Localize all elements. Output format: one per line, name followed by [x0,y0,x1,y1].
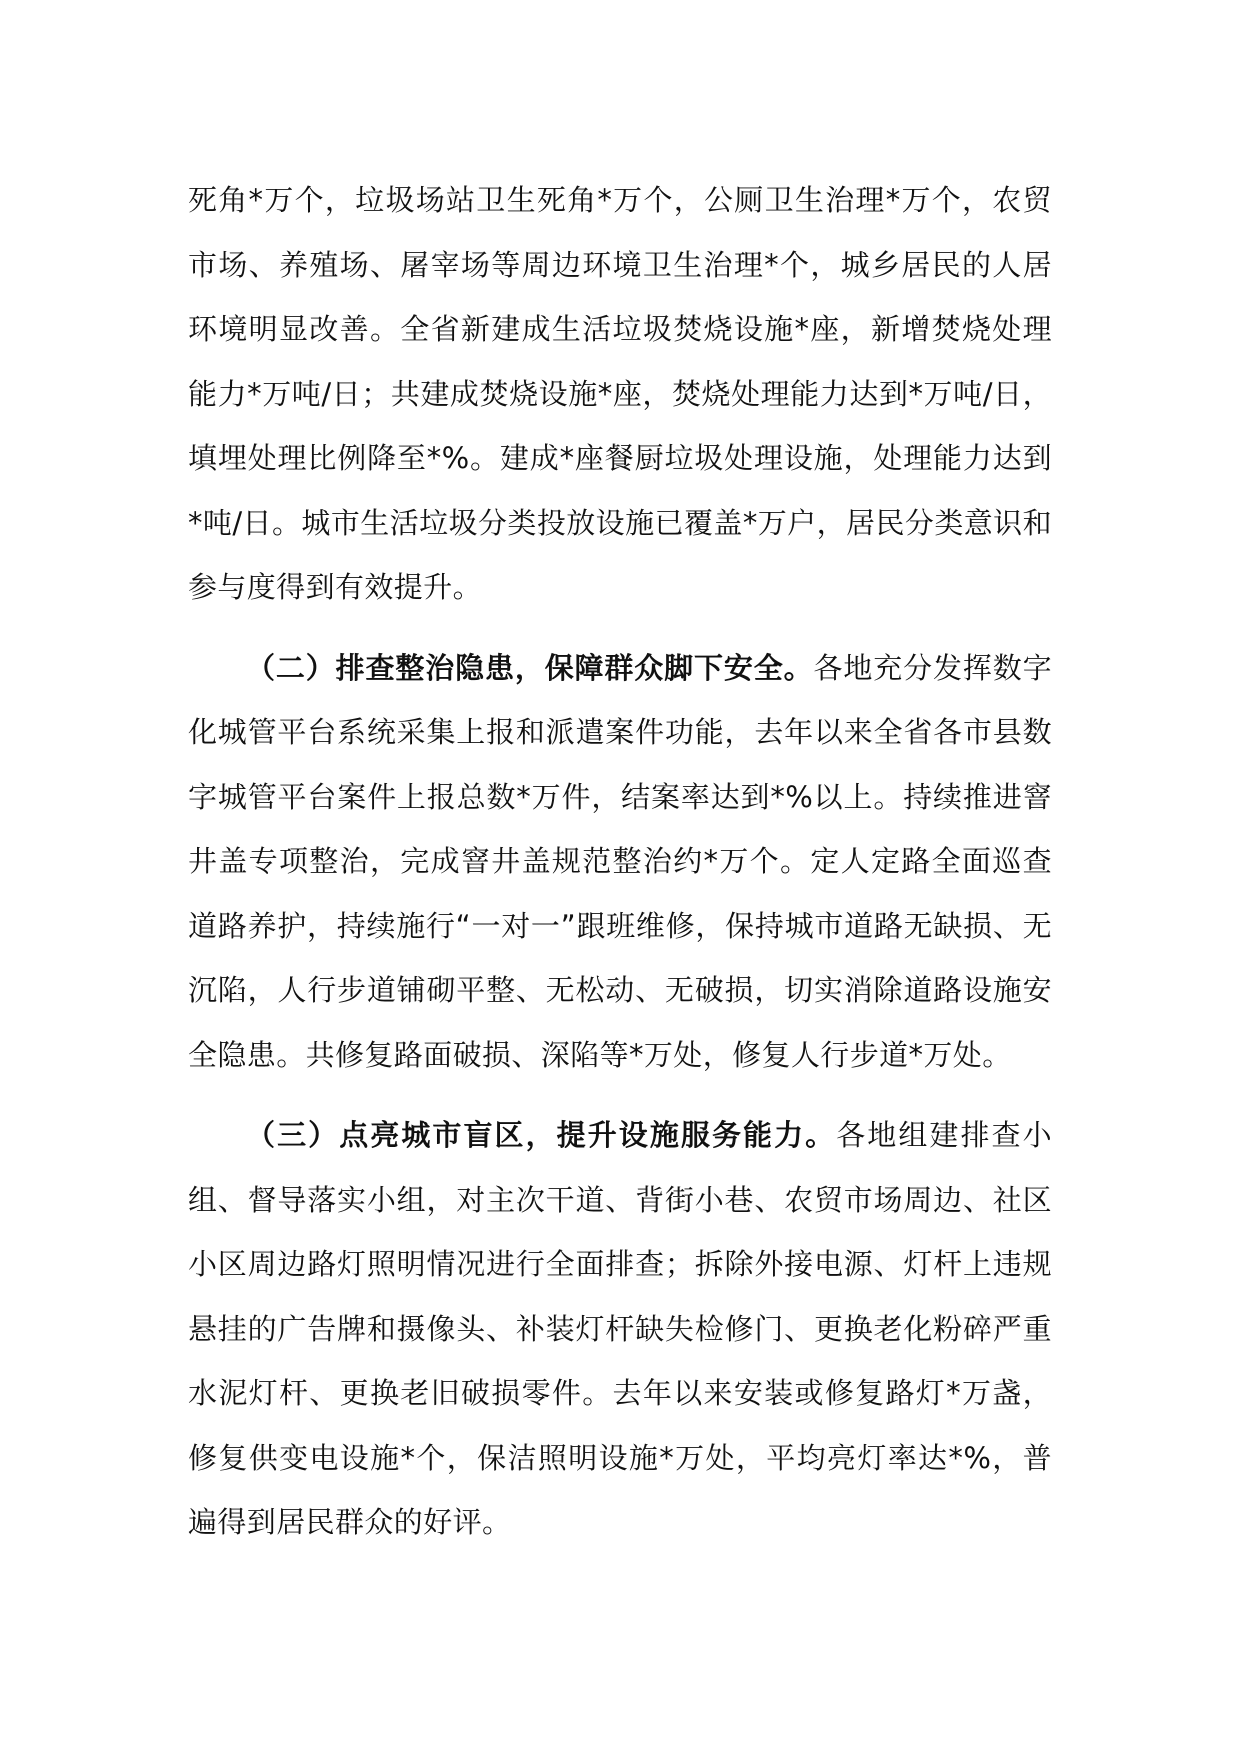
section-heading-2: （二）排查整治隐患，保障群众脚下安全。 [246,650,814,685]
paragraph-text: 各地组建排查小组、督导落实小组，对主次干道、背街小巷、农贸市场周边、社区小区周边路灯照明情况进行全面排查；拆除外接电源、灯杆上违规悬挂的广告牌和摄像头、补装灯杆缺失检修门、更换老化粉碎严重水泥灯杆、更换老旧破损零件。去年以来安装或修复路灯*万盏，修复供变电设施*个，保洁照明设施*万处，平均亮灯率达*%，普遍得到居民群众的好评。 [188,1118,1052,1539]
document-page [188,168,1052,1555]
paragraph-section-2 [188,636,1052,1088]
paragraph-text: 死角*万个，垃圾场站卫生死角*万个，公厕卫生治理*万个，农贸市场、养殖场、屠宰场等周边环境卫生治理*个，城乡居民的人居环境明显改善。全省新建成生活垃圾焚烧设施*座，新增焚烧处理能力*万吨/日；共建成焚烧设施*座，焚烧处理能力达到*万吨/日，填埋处理比例降至*%。建成*座餐厨垃圾处理设施，处理能力达到*吨/日。城市生活垃圾分类投放设施已覆盖*万户，居民分类意识和参与度得到有效提升。 [188,183,1052,604]
paragraph-text: 各地充分发挥数字化城管平台系统采集上报和派遣案件功能，去年以来全省各市县数字城管平台案件上报总数*万件，结案率达到*%以上。持续推进窨井盖专项整治，完成窨井盖规范整治约*万个。定人定路全面巡查道路养护，持续施行“一对一”跟班维修，保持城市道路无缺损、无沉陷，人行步道铺砌平整、无松动、无破损，切实消除道路设施安全隐患。共修复路面破损、深陷等*万处，修复人行步道*万处。 [188,650,1052,1072]
paragraph-section-3 [188,1103,1052,1555]
paragraph-continued [188,168,1052,620]
section-heading-3: （三）点亮城市盲区，提升设施服务能力。 [246,1118,837,1152]
